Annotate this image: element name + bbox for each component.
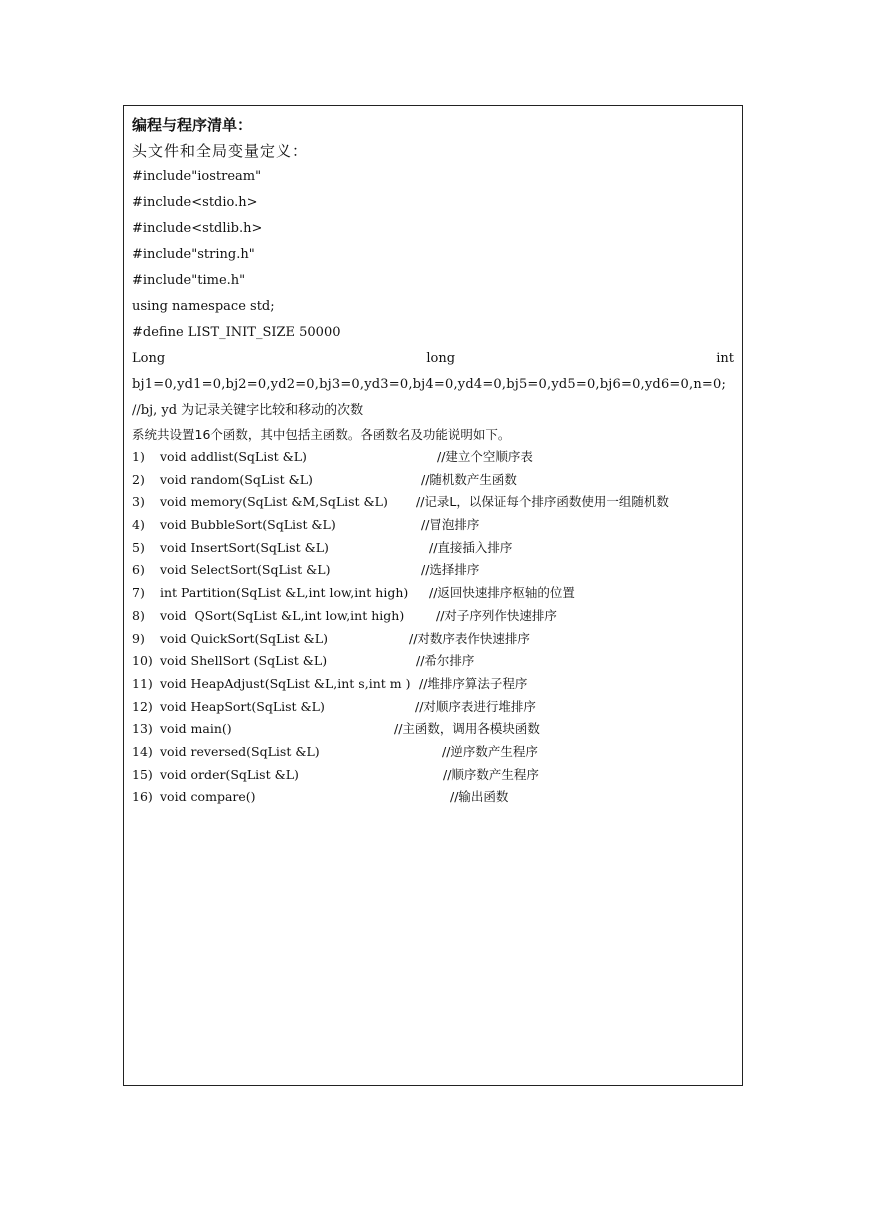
function-signature: void addlist(SqList &L): [160, 449, 307, 464]
function-list: [132, 446, 734, 809]
functions-intro: 系统共设置16个函数，其中包括主函数。各函数名及功能说明如下。: [132, 427, 511, 442]
code-line: #include<stdio.h>: [132, 195, 258, 210]
function-number: 4): [132, 517, 145, 533]
function-item: [132, 514, 734, 537]
function-comment: //输出函数: [450, 789, 509, 805]
declaration-word-int: int: [716, 351, 734, 366]
function-item: [132, 764, 734, 787]
function-signature: void HeapSort(SqList &L): [160, 698, 325, 714]
function-number: 6): [132, 562, 145, 578]
function-comment: //主函数，调用各模块函数: [394, 721, 540, 737]
function-number: 2): [132, 471, 145, 487]
function-item: [132, 446, 734, 469]
function-item: [132, 559, 734, 582]
declaration-line: [132, 346, 734, 372]
function-comment: //顺序数产生程序: [443, 766, 539, 782]
function-signature: void InsertSort(SqList &L): [160, 539, 329, 555]
function-item: [132, 605, 734, 628]
function-signature: void memory(SqList &M,SqList &L): [160, 494, 388, 510]
function-signature: void ShellSort (SqList &L): [160, 653, 328, 669]
function-signature: void order(SqList &L): [160, 766, 299, 782]
function-item: [132, 628, 734, 651]
function-signature: void main(): [160, 721, 232, 737]
function-number: 13): [132, 721, 153, 737]
declaration-word-long-lower: long: [426, 351, 456, 366]
code-line: #include<stdlib.h>: [132, 221, 263, 236]
function-number: 9): [132, 630, 145, 646]
function-signature: void random(SqList &L): [160, 471, 313, 487]
function-comment: //逆序数产生程序: [442, 743, 538, 759]
function-comment: //对数序表作快速排序: [409, 630, 530, 646]
program-listing-box: [123, 105, 743, 1086]
function-number: 14): [132, 743, 153, 759]
function-comment: //随机数产生函数: [421, 471, 517, 487]
function-number: 1): [132, 449, 145, 464]
function-number: 12): [132, 698, 153, 714]
function-comment: //对顺序表进行堆排序: [415, 698, 536, 714]
function-item: [132, 696, 734, 719]
function-item: [132, 582, 734, 605]
function-item: [132, 650, 734, 673]
function-comment: //返回快速排序枢轴的位置: [429, 585, 575, 601]
declaration-comment: //bj, yd 为记录关键字比较和移动的次数: [132, 403, 364, 418]
code-line: #include"iostream": [132, 169, 262, 184]
function-comment: //记录L，以保证每个排序函数使用一组随机数: [416, 494, 669, 510]
declaration-word-long: Long: [132, 351, 166, 366]
function-comment: //建立个空顺序表: [437, 449, 533, 464]
section-subheading: 头文件和全局变量定义：: [132, 142, 309, 160]
function-item: [132, 786, 734, 809]
function-comment: //直接插入排序: [429, 539, 513, 555]
declaration-vars: bj1=0,yd1=0,bj2=0,yd2=0,bj3=0,yd3=0,bj4=0,yd4=0,bj5=0,yd5=0,bj6=0,yd6=0,n=0;: [132, 377, 727, 392]
function-item: [132, 491, 734, 514]
function-number: 3): [132, 494, 145, 510]
function-signature: void reversed(SqList &L): [160, 743, 320, 759]
function-number: 8): [132, 607, 145, 623]
code-line: #define LIST_INIT_SIZE 50000: [132, 325, 341, 340]
function-signature: void BubbleSort(SqList &L): [160, 517, 336, 533]
function-comment: //希尔排序: [416, 653, 475, 669]
function-number: 10): [132, 653, 153, 669]
function-number: 5): [132, 539, 145, 555]
function-number: 16): [132, 789, 153, 805]
code-line: using namespace std;: [132, 299, 275, 314]
function-comment: //冒泡排序: [421, 517, 480, 533]
function-item: [132, 537, 734, 560]
function-number: 11): [132, 675, 153, 691]
function-comment: //选择排序: [421, 562, 480, 578]
function-signature: int Partition(SqList &L,int low,int high): [160, 585, 409, 601]
function-comment: //对子序列作快速排序: [436, 607, 557, 623]
function-signature: void HeapAdjust(SqList &L,int s,int m ): [160, 675, 411, 691]
function-comment: //堆排序算法子程序: [419, 675, 528, 691]
function-item: [132, 741, 734, 764]
section-heading: 编程与程序清单：: [132, 116, 253, 134]
code-line: #include"time.h": [132, 273, 246, 288]
function-item: [132, 718, 734, 741]
code-line: #include"string.h": [132, 247, 255, 262]
function-number: 15): [132, 766, 153, 782]
function-number: 7): [132, 585, 145, 601]
function-item: [132, 469, 734, 492]
function-signature: void QuickSort(SqList &L): [160, 630, 328, 646]
function-signature: void SelectSort(SqList &L): [160, 562, 331, 578]
function-item: [132, 673, 734, 696]
function-signature: void QSort(SqList &L,int low,int high): [160, 607, 405, 623]
listing-content: [132, 112, 734, 809]
function-signature: void compare(): [160, 789, 256, 805]
